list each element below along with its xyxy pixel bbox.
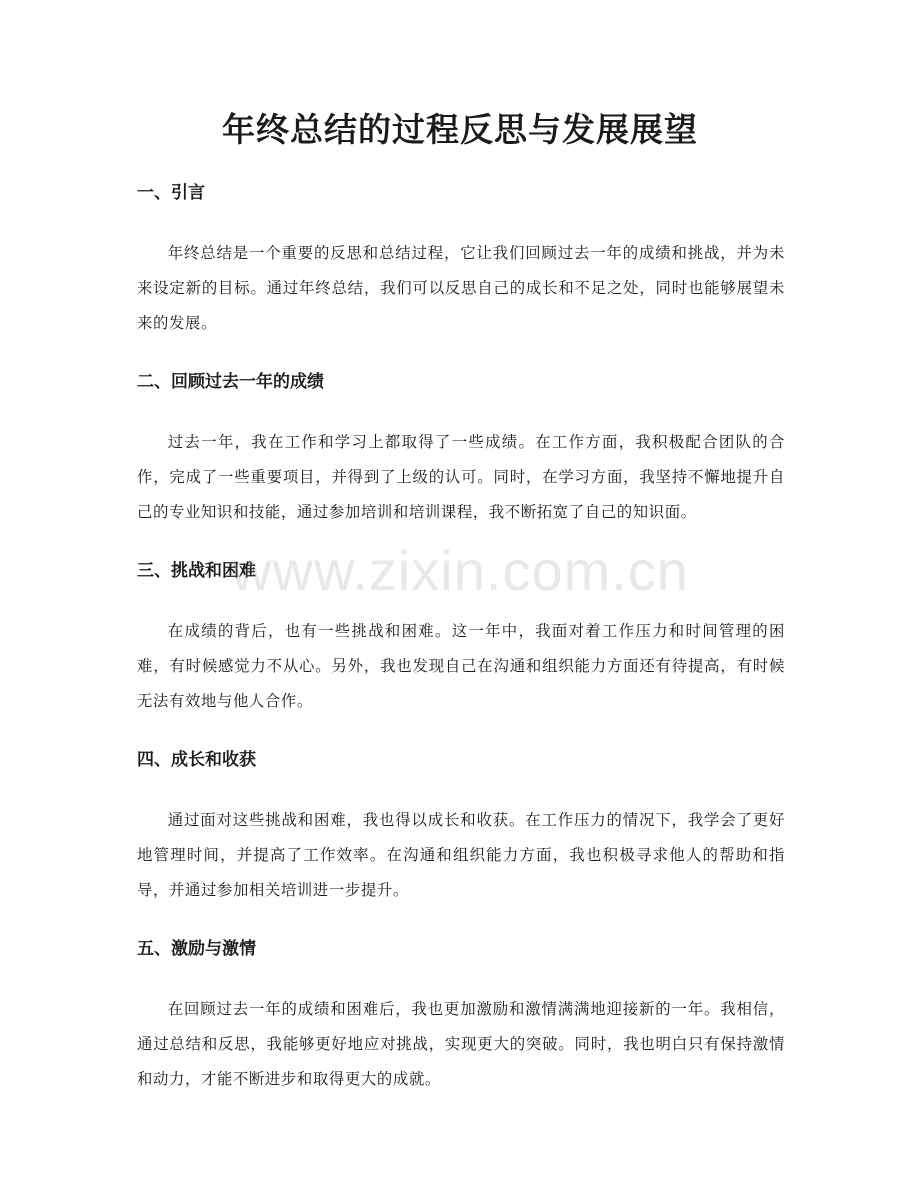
section-paragraph: 通过面对这些挑战和困难，我也得以成长和收获。在工作压力的情况下，我学会了更好地管理时间，并提高了工作效率。在沟通和组织能力方面，我也积极寻求他人的帮助和指导，并通过参加相关培训进一步提升。: [137, 811, 785, 899]
section-heading: 二、回顾过去一年的成绩: [137, 372, 324, 392]
section-heading: 五、激励与激情: [137, 939, 256, 959]
section-achievements: [137, 369, 785, 530]
section-introduction: [137, 180, 785, 341]
watermark: www.zixin.com.cn: [231, 539, 689, 602]
section-heading: 四、成长和收获: [137, 750, 256, 770]
section-growth: [137, 747, 785, 908]
section-heading: 一、引言: [137, 183, 205, 203]
document-content: [137, 180, 785, 1125]
section-motivation: [137, 936, 785, 1097]
section-challenges: [137, 558, 785, 719]
section-paragraph: 过去一年，我在工作和学习上都取得了一些成绩。在工作方面，我积极配合团队的合作，完成了一些重要项目，并得到了上级的认可。同时，在学习方面，我坚持不懈地提升自己的专业知识和技能，通过参加培训和培训课程，我不断拓宽了自己的知识面。: [137, 433, 785, 521]
section-paragraph: 年终总结是一个重要的反思和总结过程，它让我们回顾过去一年的成绩和挑战，并为未来设定新的目标。通过年终总结，我们可以反思自己的成长和不足之处，同时也能够展望未来的发展。: [137, 244, 785, 332]
section-heading: 三、挑战和困难: [137, 561, 256, 581]
section-paragraph: 在成绩的背后，也有一些挑战和困难。这一年中，我面对着工作压力和时间管理的困难，有时候感觉力不从心。另外，我也发现自己在沟通和组织能力方面还有待提高，有时候无法有效地与他人合作。: [137, 622, 785, 710]
section-paragraph: 在回顾过去一年的成绩和困难后，我也更加激励和激情满满地迎接新的一年。我相信，通过总结和反思，我能够更好地应对挑战，实现更大的突破。同时，我也明白只有保持激情和动力，才能不断进步和取得更大的成就。: [137, 1000, 785, 1088]
document-title: 年终总结的过程反思与发展展望: [222, 110, 698, 149]
